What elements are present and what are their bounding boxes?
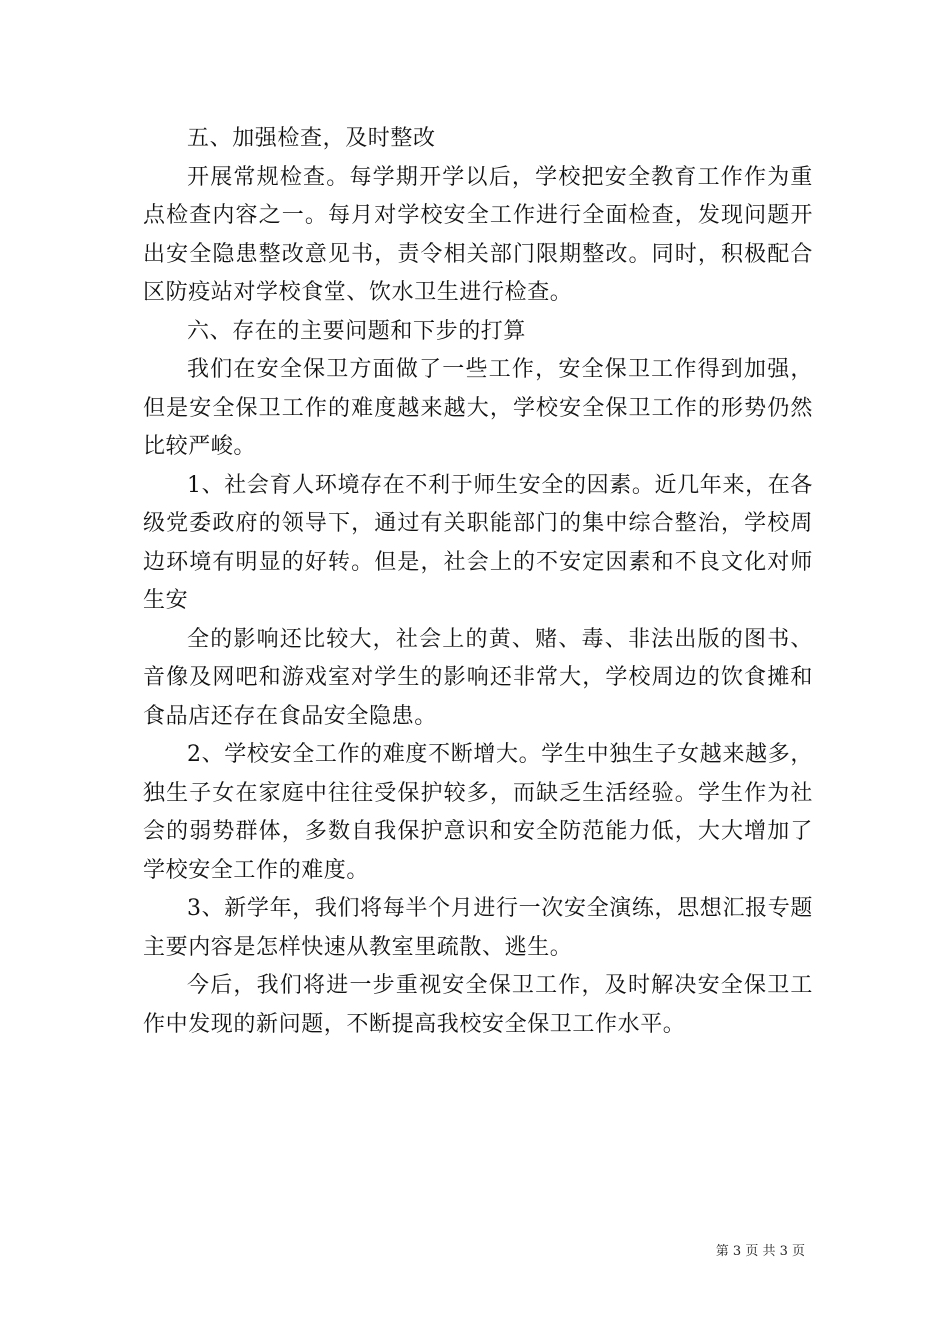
paragraph-conclusion: 今后，我们将进一步重视安全保卫工作，及时解决安全保卫工作中发现的新问题，不断提高我校安全保卫工作水平。 <box>143 973 813 1037</box>
section-heading-6: 六、存在的主要问题和下步的打算 <box>187 318 527 344</box>
paragraph-routine-inspection: 开展常规检查。每学期开学以后，学校把安全教育工作作为重点检查内容之一。每月对学校安全工作进行全面检查，发现问题开出安全隐患整改意见书，责令相关部门限期整改。同时，积极配合区防疫站对学校食堂、饮水卫生进行检查。 <box>143 164 813 305</box>
paragraph-item-1: 1、社会育人环境存在不利于师生安全的因素。近几年来，在各级党委政府的领导下，通过有关职能部门的集中综合整治，学校周边环境有明显的好转。但是，社会上的不安定因素和不良文化对师生安 <box>143 472 813 613</box>
paragraph-security-summary: 我们在安全保卫方面做了一些工作，安全保卫工作得到加强，但是安全保卫工作的难度越来越大，学校安全保卫工作的形势仍然比较严峻。 <box>143 357 813 459</box>
section-heading-5: 五、加强检查，及时整改 <box>187 126 436 151</box>
paragraph-item-3: 3、新学年，我们将每半个月进行一次安全演练，思想汇报专题主要内容是怎样快速从教室里疏散、逃生。 <box>143 896 813 960</box>
page-number-footer: 第 3 页 共 3 页 <box>715 1244 805 1259</box>
document-body <box>143 120 813 1044</box>
paragraph-item-2: 2、学校安全工作的难度不断增大。学生中独生子女越来越多，独生子女在家庭中往往受保护较多，而缺乏生活经验。学生作为社会的弱势群体，多数自我保护意识和安全防范能力低，大大增加了学校安全工作的难度。 <box>143 742 813 883</box>
paragraph-item-1-continued: 全的影响还比较大，社会上的黄、赌、毒、非法出版的图书、音像及网吧和游戏室对学生的影响还非常大，学校周边的饮食摊和食品店还存在食品安全隐患。 <box>143 626 813 729</box>
